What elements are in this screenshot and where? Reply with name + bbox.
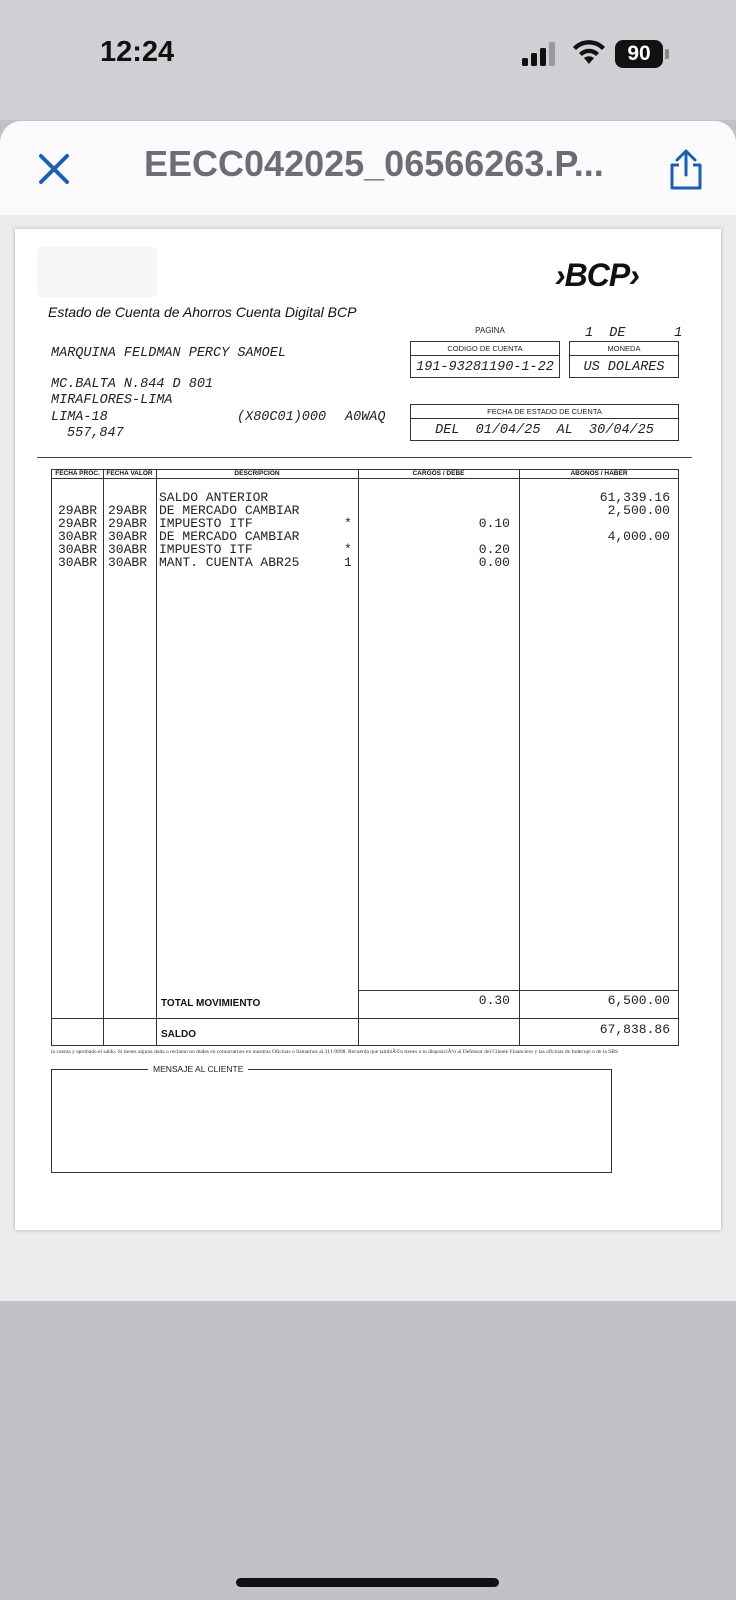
page-label: PAGINA <box>475 326 505 335</box>
saldo-label: SALDO <box>161 1029 196 1040</box>
bcp-logo: ›BCP› <box>555 257 639 293</box>
row-fecha-valor: 29ABR <box>108 503 148 518</box>
footer-note: la cuenta y aprobado el saldo. Si tienes alguna duda o reclamo no dudes en contactarnos en nuestras Oficinas o llamarnos al 311-9898. Recuerda que tambiÃ©n tienes a tu disposiciÃ³n al Defensor del Cliente Financiero y las oficinas de Indecopi o de la SBS <box>51 1049 618 1055</box>
customer-message-label: MENSAJE AL CLIENTE <box>148 1064 248 1074</box>
divider <box>37 457 692 458</box>
statement-period-value: DEL 01/04/25 AL 30/04/25 <box>435 423 654 438</box>
row-cargo: 0.20 <box>478 542 510 557</box>
row-description: DE MERCADO CAMBIAR <box>159 529 300 544</box>
column-header: FECHA PROC. <box>55 470 100 477</box>
row-marker: * <box>344 516 352 531</box>
statement-period-box <box>410 404 679 441</box>
account-code-box <box>410 341 560 378</box>
row-cargo: 0.10 <box>478 516 510 531</box>
currency-box <box>569 341 679 378</box>
column-header: FECHA VALOR <box>106 470 153 477</box>
column-header: DESCRIPCION <box>234 470 280 477</box>
page-value: 1 DE 1 <box>585 326 683 341</box>
document-viewer-sheet <box>0 121 736 1301</box>
row-description: SALDO ANTERIOR <box>159 490 269 505</box>
row-fecha-proc: 30ABR <box>58 555 98 570</box>
status-bar <box>0 0 736 120</box>
row-marker: * <box>344 542 352 557</box>
share-button[interactable] <box>666 147 706 191</box>
table-header-line <box>52 478 678 479</box>
currency-label: MONEDA <box>570 344 678 356</box>
row-abono: 61,339.16 <box>599 490 670 505</box>
document-title: EECC042025_06566263.P... <box>144 143 604 184</box>
battery-level: 90 <box>615 40 663 68</box>
saldo-line <box>52 1018 678 1019</box>
total-line <box>359 990 678 991</box>
account-code-value: 191-93281190-1-22 <box>416 360 554 375</box>
row-fecha-valor: 30ABR <box>108 555 148 570</box>
transactions-table <box>51 469 679 1046</box>
row-fecha-proc: 30ABR <box>58 529 98 544</box>
close-button[interactable] <box>34 149 74 189</box>
battery-cap <box>665 49 669 59</box>
column-header: CARGOS / DEBE <box>412 470 465 477</box>
viewer-header <box>0 121 736 215</box>
account-holder: MARQUINA FELDMAN PERCY SAMOEL <box>51 346 286 361</box>
address-line: MIRAFLORES-LIMA <box>51 393 173 408</box>
row-fecha-valor: 30ABR <box>108 529 148 544</box>
row-fecha-proc: 29ABR <box>58 503 98 518</box>
status-time: 12:24 <box>100 36 175 68</box>
column-header: ABONOS / HABER <box>570 470 628 477</box>
row-fecha-valor: 30ABR <box>108 542 148 557</box>
statement-period-label: FECHA DE ESTADO DE CUENTA <box>411 407 678 419</box>
cellular-signal-icon <box>522 42 558 66</box>
total-abonos: 6,500.00 <box>607 993 670 1008</box>
total-row <box>52 994 678 1007</box>
routing-code-b: A0WAQ <box>345 410 386 425</box>
row-fecha-valor: 29ABR <box>108 516 148 531</box>
saldo-value: 67,838.86 <box>599 1022 670 1037</box>
address-line: 557,847 <box>67 426 124 441</box>
battery-indicator <box>615 40 669 68</box>
statement-title: Estado de Cuenta de Ahorros Cuenta Digital BCP <box>48 304 357 320</box>
account-code-label: CODIGO DE CUENTA <box>411 344 559 356</box>
row-description: IMPUESTO ITF <box>159 516 253 531</box>
total-label: TOTAL MOVIMIENTO <box>161 998 261 1009</box>
row-description: IMPUESTO ITF <box>159 542 253 557</box>
customer-message-box <box>51 1064 612 1173</box>
row-description: MANT. CUENTA ABR25 <box>159 555 300 570</box>
currency-value: US DOLARES <box>583 360 665 375</box>
routing-code: (X80C01)000 <box>237 410 327 425</box>
row-marker: 1 <box>344 555 352 570</box>
row-description: DE MERCADO CAMBIAR <box>159 503 300 518</box>
row-fecha-proc: 29ABR <box>58 516 98 531</box>
address-line: MC.BALTA N.844 D 801 <box>51 377 214 392</box>
row-abono: 2,500.00 <box>607 503 670 518</box>
saldo-row <box>52 1023 678 1036</box>
redacted-area <box>37 247 157 297</box>
row-abono: 4,000.00 <box>607 529 670 544</box>
address-line: LIMA-18 <box>51 410 108 425</box>
row-fecha-proc: 30ABR <box>58 542 98 557</box>
row-cargo: 0.00 <box>478 555 510 570</box>
wifi-icon <box>572 40 606 66</box>
pdf-page <box>15 229 721 1230</box>
home-indicator[interactable] <box>236 1578 499 1587</box>
total-cargos: 0.30 <box>478 993 510 1008</box>
table-row <box>52 556 678 569</box>
